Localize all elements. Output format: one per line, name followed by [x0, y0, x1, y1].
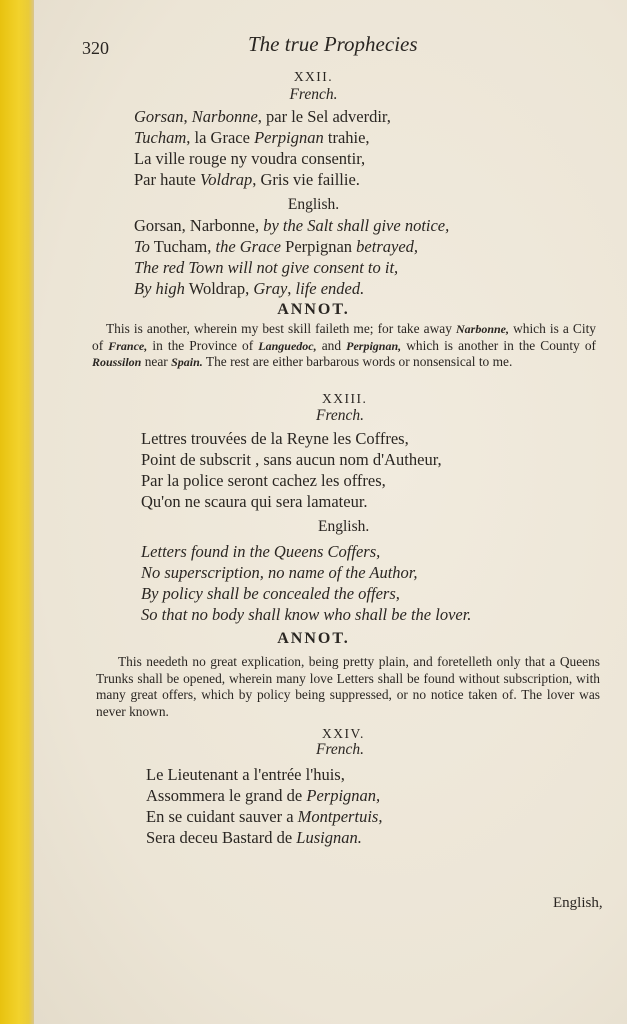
- verse-line: Assommera le grand de Perpignan,: [146, 786, 381, 805]
- book-spine-edge: [0, 0, 34, 1024]
- english-heading: English.: [287, 196, 340, 213]
- verse-line: By high Woldrap, Gray, life ended.: [134, 279, 365, 298]
- verse-line: Point de subscrit , sans aucun nom d'Autheur,: [141, 450, 442, 469]
- annot-heading: ANNOT.: [277, 630, 350, 647]
- catchword: English,: [553, 895, 603, 911]
- section-numeral: XXIII.: [322, 391, 368, 406]
- verse-line: Le Lieutenant a l'entrée l'huis,: [146, 765, 345, 784]
- verse-line: Lettres trouvées de la Reyne les Coffres,: [141, 429, 409, 448]
- verse-line: Gorsan, Narbonne, par le Sel adverdir,: [134, 107, 391, 126]
- verse-line: Letters found in the Queens Coffers,: [141, 542, 381, 561]
- annot-heading: ANNOT.: [277, 301, 350, 318]
- verse-line: Tucham, la Grace Perpignan trahie,: [134, 128, 370, 147]
- verse-line: Qu'on ne scaura qui sera lamateur.: [141, 492, 368, 511]
- verse-line: En se cuidant sauver a Montpertuis,: [146, 807, 383, 826]
- english-heading: English.: [318, 518, 370, 535]
- verse-line: So that no body shall know who shall be the lover.: [141, 605, 472, 624]
- annotation-paragraph: This is another, wherein my best skill faileth me; for take away Narbonne, which is a City of France, in the Province of Languedoc, and Perpignan, which is another in the County of Roussilon near Spain. The rest are either barbarous words or nonsensical to me.: [92, 321, 597, 369]
- page-number: 320: [82, 38, 109, 58]
- section-numeral: XXII.: [293, 69, 334, 84]
- verse-line: Sera deceu Bastard de Lusignan.: [146, 828, 362, 847]
- french-heading: French.: [316, 407, 365, 424]
- verse-line: The red Town will not give consent to it,: [134, 258, 399, 277]
- section-numeral: XXIV.: [322, 726, 365, 741]
- verse-line: By policy shall be concealed the offers,: [141, 584, 400, 603]
- verse-line: Gorsan, Narbonne, by the Salt shall give notice,: [134, 216, 450, 235]
- annotation-paragraph: This needeth no great explication, being pretty plain, and foretelleth only that a Queens Trunks shall be opened, wherein many love Letters shall be found without subscription, with many great offers, which by policy being suppressed, or no notice taken of. The lover was never known.: [96, 654, 600, 719]
- verse-line: Par la police seront cachez les offres,: [141, 471, 386, 490]
- verse-line: To Tucham, the Grace Perpignan betrayed,: [134, 237, 419, 256]
- verse-line: Par haute Voldrap, Gris vie faillie.: [134, 170, 360, 189]
- verse-line: No superscription, no name of the Author,: [141, 563, 418, 582]
- french-heading: French.: [316, 741, 365, 758]
- running-title: The true Prophecies: [248, 32, 418, 56]
- verse-line: La ville rouge ny voudra consentir,: [134, 149, 366, 168]
- french-heading: French.: [289, 86, 338, 103]
